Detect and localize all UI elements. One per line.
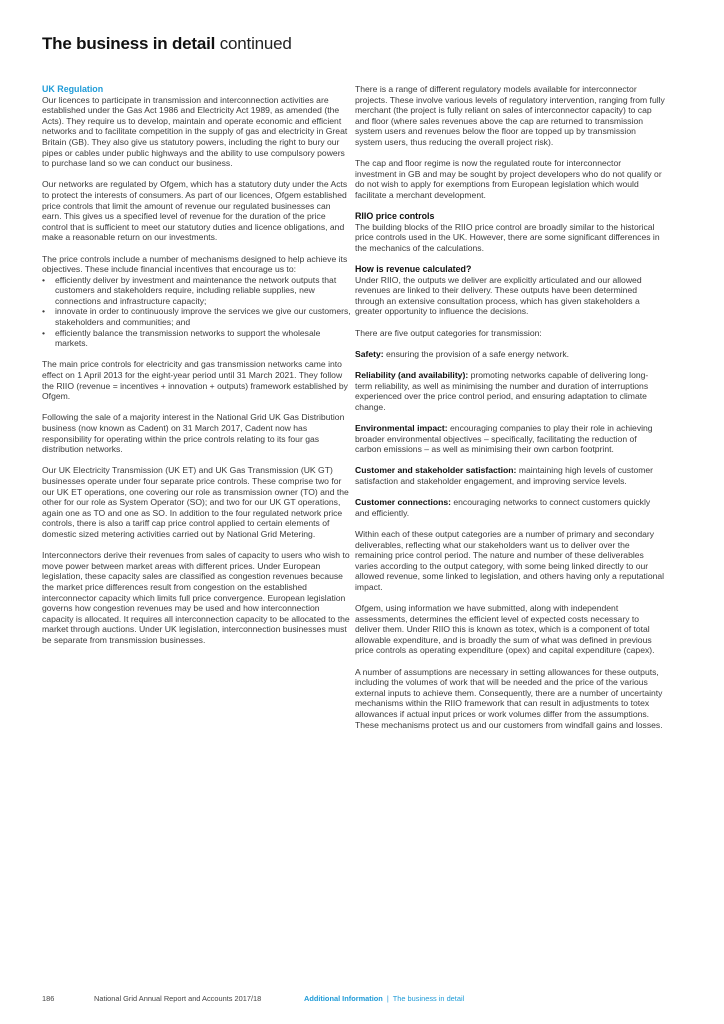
paragraph: Ofgem, using information we have submitted, along with independent assessments, determines the efficient level of expected costs necessary to deliver them. Under RIIO this is known as totex, which is a component of total allowable expenditure, and is broadly the sum of what was defined in previous price controls as operating expenditure (opex) and capital expenditure (capex). bbox=[355, 603, 655, 656]
category-label: Reliability (and availability): bbox=[355, 370, 469, 381]
category-text: ensuring the provision of a safe energy network. bbox=[386, 348, 570, 359]
paragraph: Under RIIO, the outputs we deliver are explicitly articulated and our allowed revenues are linked to their delivery. These outputs have been determined through an extensive consultation process, which has given stakeholders a greater opportunity to influence the decisions. bbox=[355, 274, 642, 317]
paragraph: The building blocks of the RIIO price control are broadly similar to the historical price controls used in the UK. However, there are some significant differences in the mechanics of the calculations. bbox=[355, 221, 660, 253]
page-title-continued: continued bbox=[219, 34, 292, 53]
paragraph: The price controls include a number of mechanisms designed to help achieve its objectives. These include financial incentives that encourage us to: bbox=[42, 253, 348, 275]
category-text: encouraging networks to connect customers quickly and efficiently. bbox=[355, 497, 651, 518]
paragraph: The main price controls for electricity and gas transmission networks came into effect on 1 April 2013 for the eight-year period until 31 March 2021. They follow the RIIO (revenue = incentives + innovation + outputs) framework established by Ofgem. bbox=[42, 359, 348, 402]
output-category-satisfaction bbox=[355, 465, 665, 486]
right-column bbox=[355, 84, 665, 741]
paragraph: The cap and floor regime is now the regulated route for interconnector investment in GB and may be sought by project developers who do not qualify or do not wish to apply for exemptions from European legislation which would facilitate a merchant development. bbox=[355, 158, 662, 200]
uk-regulation-heading: UK Regulation bbox=[42, 84, 104, 94]
output-category-connections bbox=[355, 497, 665, 518]
bullet-icon: • bbox=[42, 274, 46, 285]
list-item-text: efficiently balance the transmission networks to support the wholesale markets. bbox=[55, 327, 321, 349]
list-item-text: efficiently deliver by investment and maintenance the network outputs that customers and stakeholders require, including reliable supplies, new connections and infrastructure capacity; bbox=[55, 274, 337, 306]
category-label: Customer connections: bbox=[355, 497, 451, 508]
list-item bbox=[42, 274, 352, 307]
paragraph: Our UK Electricity Transmission (UK ET) and UK Gas Transmission (UK GT) businesses operate under four separate price controls. These comprise two for our UK ET operations, one covering our role as transmission owner (TO) and the other for our role as System Operator (SO); and two for our UK GT operations, again one as TO and one as SO. In addition to the four regulated network price controls, there is also a tariff cap price control applied to certain elements of domestic sized metering activities carried out by National Grid Metering. bbox=[42, 465, 349, 539]
section-link[interactable]: Additional Information bbox=[304, 994, 383, 1003]
list-item bbox=[42, 327, 352, 349]
category-text: promoting networks capable of delivering long-term reliability, as well as minimising the number and duration of interruptions experienced over the price control period, and ensuring adaptation to climate change. bbox=[355, 370, 649, 412]
bullet-icon: • bbox=[42, 327, 46, 338]
output-category-safety bbox=[355, 349, 665, 360]
page-title-bold: The business in detail bbox=[42, 34, 216, 53]
paragraph: Interconnectors derive their revenues from sales of capacity to users who wish to move power between market areas with different prices. Under European legislation, these capacity sales are classified as congestion revenues because the market price differences result from congestion on the established interconnector capacity which limits full price convergence. European legislation governs how congestion revenues may be used and how interconnection capacity is allocated. It requires all interconnection capacity to be allocated to the market through auctions. Under UK legislation, interconnection businesses must be separate from transmission businesses. bbox=[42, 550, 350, 645]
bullet-icon: • bbox=[42, 306, 46, 317]
list-item-text: innovate in order to continuously improve the services we give our customers, stakeholders and communities; and bbox=[55, 306, 351, 328]
category-label: Customer and stakeholder satisfaction: bbox=[355, 465, 517, 476]
paragraph: Within each of these output categories are a number of primary and secondary deliverables, reflecting what our stakeholders want us to deliver over the remaining price control period. The nature and number of these deliverables varies according to the output category, with some being linked directly to our allowed revenue, some linked to legislation, and others having only a reputational impact. bbox=[355, 528, 665, 592]
category-text: maintaining high levels of customer satisfaction and stakeholder engagement, and improving service levels. bbox=[355, 465, 654, 486]
paragraph: Following the sale of a majority interest in the National Grid UK Gas Distribution business (now known as Cadent) on 31 March 2017, Cadent now has responsibility for operating within the price controls relating to its four gas distribution networks. bbox=[42, 412, 345, 455]
publication-title: National Grid Annual Report and Accounts 2017/18 bbox=[94, 994, 262, 1003]
left-column bbox=[42, 84, 352, 656]
subsection-link[interactable]: The business in detail bbox=[392, 994, 465, 1003]
output-category-reliability bbox=[355, 370, 665, 412]
riio-heading: RIIO price controls bbox=[355, 211, 435, 222]
category-label: Safety: bbox=[355, 348, 384, 359]
category-label: Environmental impact: bbox=[355, 423, 448, 433]
paragraph: Our licences to participate in transmission and interconnection activities are established under the Gas Act 1986 and Electricity Act 1989, as amended (the Acts). They require us to develop, maintain and operate economic and efficient networks and to facilitate competition in the supply of gas and electricity in Great Britain (GB). They also give us statutory powers, including the right to bury our pipes or cables under public highways and the ability to use compulsory powers to purchase land so we can conduct our business. bbox=[42, 94, 348, 169]
page-number: 186 bbox=[42, 994, 55, 1003]
breadcrumb-separator: | bbox=[386, 994, 389, 1003]
section-breadcrumb bbox=[304, 994, 464, 1003]
page-title bbox=[42, 34, 292, 54]
list-item bbox=[42, 306, 352, 328]
paragraph: There is a range of different regulatory models available for interconnector projects. These involve various levels of regulatory intervention, ranging from fully merchant (the project is fully reliant on sales of interconnector capacity) to cap and floor (where sales revenues above the cap are returned to transmission system users and revenues below the floor are topped up by transmission system users, thus reducing the overall project risk). bbox=[355, 84, 665, 147]
paragraph: A number of assumptions are necessary in setting allowances for these outputs, including the volumes of work that will be needed and the price of the various external inputs to achieve them. Consequently, there are a number of uncertainty mechanisms within the RIIO framework that can result in adjustments to totex allowances if actual input prices or work volumes differ from the assumptions. These mechanisms protect us and our customers from windfall gains and losses. bbox=[355, 666, 663, 730]
incentives-list bbox=[42, 275, 352, 349]
category-text: encouraging companies to play their role in achieving broader environmental objectives – specifically, facilitating the reduction of carbon emissions – as well as minimising their own carbon footprint. bbox=[355, 423, 653, 455]
paragraph: Our networks are regulated by Ofgem, which has a statutory duty under the Acts to protect the interests of consumers. As part of our licences, Ofgem established price controls that limit the amount of revenue our regulated businesses can earn. This gives us a specified level of revenue for the duration of the price control that is sufficient to meet our statutory duties and licence obligations, and make a reasonable return on our investments. bbox=[42, 179, 348, 243]
paragraph: There are five output categories for transmission: bbox=[355, 327, 542, 338]
revenue-heading: How is revenue calculated? bbox=[355, 264, 472, 275]
output-category-environmental bbox=[355, 423, 665, 455]
